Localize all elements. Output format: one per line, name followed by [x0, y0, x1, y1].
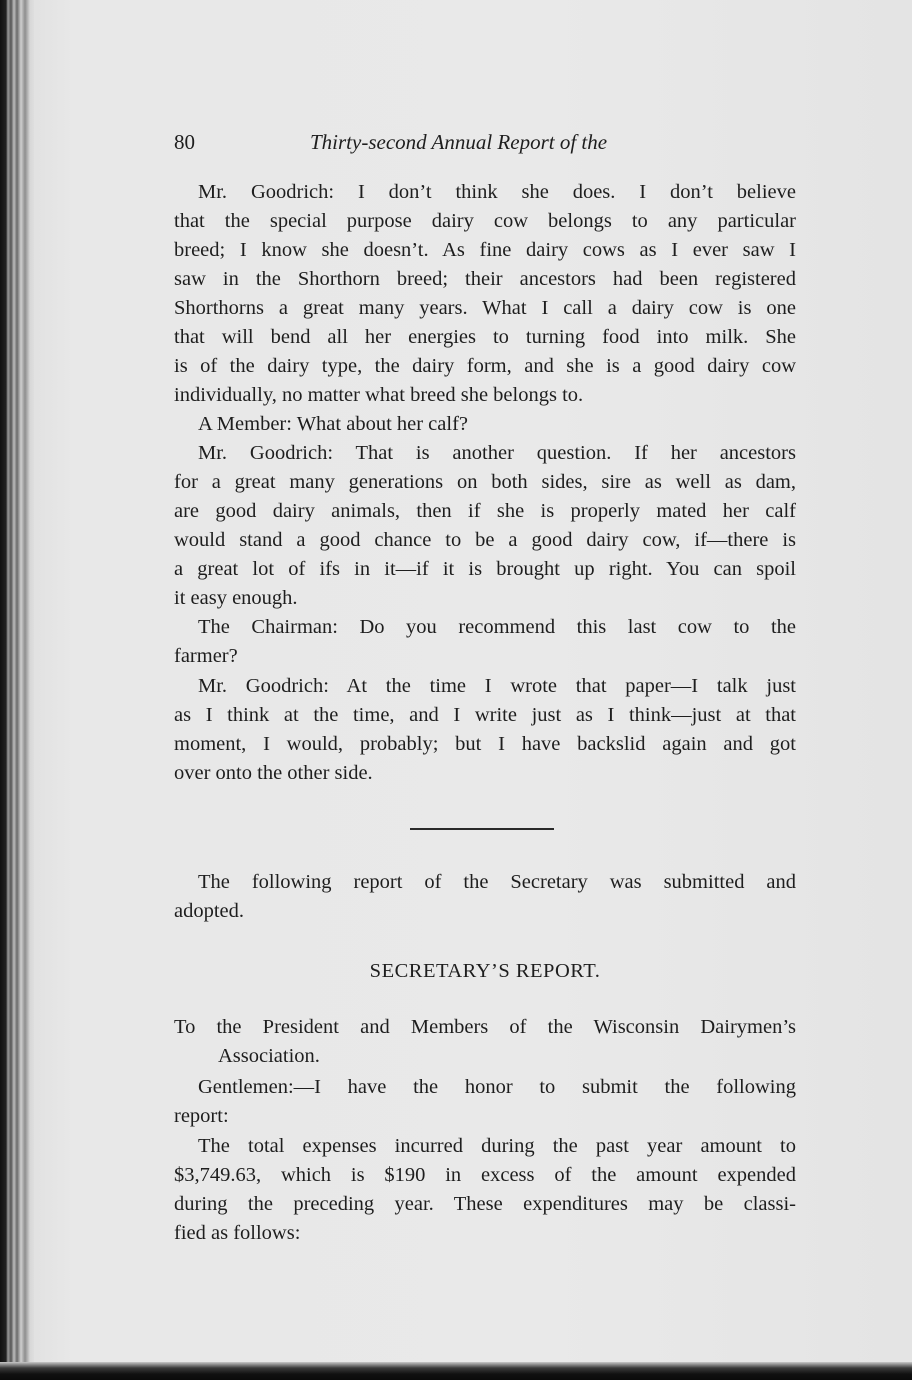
section-heading: SECRETARY’S REPORT. — [369, 960, 601, 982]
text-line: Mr. Goodrich: At the time I wrote that paper—I talk just — [198, 675, 796, 697]
text-line: are good dairy animals, then if she is properly mated her calf — [174, 500, 796, 522]
text-line: Shorthorns a great many years. What I call a dairy cow is one — [174, 297, 796, 319]
text-line: breed; I know she doesn’t. As fine dairy cows as I ever saw I — [174, 239, 796, 261]
text-line: that the special purpose dairy cow belongs to any particular — [174, 210, 796, 232]
text-line: A Member: What about her calf? — [198, 413, 469, 435]
book-binding-edge — [0, 0, 34, 1380]
text-line: over onto the other side. — [174, 762, 373, 784]
text-line: report: — [174, 1105, 229, 1127]
text-line: saw in the Shorthorn breed; their ancestors had been registered — [174, 268, 796, 290]
text-line: as I think at the time, and I write just as I think—just at that — [174, 704, 796, 726]
text-line: would stand a good chance to be a good dairy cow, if—there is — [174, 529, 796, 551]
text-line: individually, no matter what breed she belongs to. — [174, 384, 584, 406]
section-divider — [410, 828, 554, 830]
text-line: is of the dairy type, the dairy form, and she is a good dairy cow — [174, 355, 796, 377]
text-line: for a great many generations on both sides, sire as well as dam, — [174, 471, 796, 493]
page-header — [174, 128, 804, 162]
page-number: 80 — [174, 130, 195, 154]
text-line: that will bend all her energies to turning food into milk. She — [174, 326, 796, 348]
text-line: Mr. Goodrich: I don’t think she does. I don’t believe — [198, 181, 796, 203]
text-line: The Chairman: Do you recommend this last cow to the — [198, 616, 796, 638]
text-line: farmer? — [174, 645, 238, 667]
text-line: Mr. Goodrich: That is another question. If her ancestors — [198, 442, 796, 464]
text-line: adopted. — [174, 900, 245, 922]
text-line: moment, I would, probably; but I have backslid again and got — [174, 733, 796, 755]
text-line: it easy enough. — [174, 587, 298, 609]
page-bottom-edge — [0, 1362, 912, 1380]
text-line: fied as follows: — [174, 1222, 301, 1244]
text-line: The following report of the Secretary was submitted and — [198, 871, 796, 893]
text-line: Association. — [218, 1045, 320, 1067]
text-line: a great lot of ifs in it—if it is brought up right. You can spoil — [174, 558, 796, 580]
running-title: Thirty-second Annual Report of the — [310, 130, 608, 154]
text-line: The total expenses incurred during the past year amount to — [198, 1135, 796, 1157]
text-line: Gentlemen:—I have the honor to submit the following — [198, 1076, 796, 1098]
text-line: To the President and Members of the Wisconsin Dairymen’s — [174, 1016, 796, 1038]
text-line: $3,749.63, which is $190 in excess of the amount expended — [174, 1164, 796, 1186]
text-line: during the preceding year. These expenditures may be classi- — [174, 1193, 796, 1215]
